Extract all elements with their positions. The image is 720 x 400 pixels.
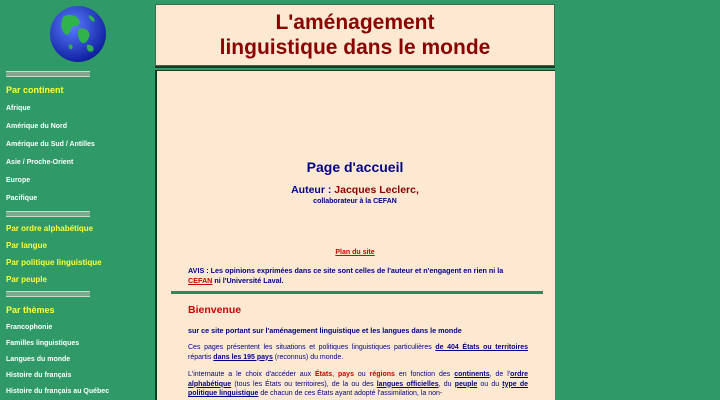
sidebar-item-langues-monde[interactable]: Langues du monde — [6, 356, 71, 363]
text: (reconnus) du monde. — [272, 353, 344, 361]
sidebar-item-langue[interactable]: Par langue — [6, 241, 47, 250]
access-paragraph — [188, 370, 528, 399]
sidebar-item-histoire-francais[interactable]: Histoire du français — [6, 372, 72, 379]
globe-icon — [49, 5, 107, 63]
section-heading-themes: Par thèmes — [6, 305, 55, 315]
section-heading-continent: Par continent — [6, 85, 64, 95]
site-header — [155, 4, 555, 66]
text: L'internaute a le choix d'accéder aux — [188, 371, 316, 378]
text: répartis — [188, 353, 214, 361]
author-line — [157, 184, 553, 196]
notice-tail: ni l'Université Laval. — [212, 276, 284, 285]
sidebar-item-amerique-nord[interactable]: Amérique du Nord — [6, 123, 68, 130]
notice-body: Les opinions exprimées dans ce site sont celles de l'auteur et n'engagent en rien ni la — [208, 266, 504, 275]
cefan-link[interactable]: CEFAN — [188, 276, 213, 285]
site-title-line2: linguistique dans le monde — [219, 36, 491, 59]
text: ou — [353, 371, 370, 378]
pays-keyword: pays — [338, 371, 354, 378]
site-plan-link[interactable]: Plan du site — [335, 249, 375, 256]
sidebar-item-europe[interactable]: Europe — [6, 177, 31, 184]
sidebar-item-pacifique[interactable]: Pacifique — [6, 195, 38, 202]
sidebar-item-afrique[interactable]: Afrique — [6, 105, 31, 112]
regions-keyword: régions — [369, 371, 395, 378]
sidebar — [0, 0, 150, 400]
page-title: Page d'accueil — [306, 159, 404, 175]
text: , du — [438, 380, 455, 388]
sidebar-item-politique[interactable]: Par politique linguistique — [6, 258, 102, 267]
text: en fonction des — [394, 371, 455, 378]
sidebar-item-alphabetique[interactable]: Par ordre alphabétique — [6, 224, 94, 233]
alphabetical-link[interactable]: ordre alphabétique — [188, 371, 528, 388]
etats-keyword: États — [315, 371, 333, 378]
people-link[interactable]: peuple — [454, 380, 478, 388]
author-label: Auteur : — [291, 184, 332, 196]
text: , de l' — [489, 371, 511, 378]
main-content — [155, 70, 555, 400]
welcome-heading: Bienvenue — [188, 304, 242, 316]
sidebar-item-francophonie[interactable]: Francophonie — [6, 324, 53, 331]
welcome-subtitle: sur ce site portant sur l'aménagement linguistique et les langues dans le monde — [188, 326, 462, 335]
sidebar-item-amerique-sud[interactable]: Amérique du Sud / Antilles — [6, 141, 95, 148]
text: Ces pages présentent les situations et politiques linguistiques particulières — [188, 344, 436, 351]
site-title-line1: L'aménagement — [275, 11, 435, 34]
intro-paragraph — [188, 343, 528, 362]
official-languages-link[interactable]: langues officielles — [376, 380, 439, 388]
countries-link[interactable]: dans les 195 pays — [213, 353, 273, 361]
author-name: Jacques Leclerc, — [334, 184, 419, 196]
text: de chacun de ces États ayant adopté l'assimilation, la non- — [258, 390, 443, 397]
policy-type-link[interactable]: type de politique linguistique — [188, 380, 529, 397]
sidebar-divider — [6, 71, 90, 77]
sidebar-item-peuple[interactable]: Par peuple — [6, 275, 47, 284]
sidebar-item-histoire-quebec[interactable]: Histoire du français au Québec — [6, 388, 110, 395]
collaborator-text: collaborateur à la CEFAN — [313, 198, 397, 205]
continents-link[interactable]: continents — [454, 371, 490, 378]
text: (tous les États ou territoires), de la ou des — [231, 380, 377, 388]
sidebar-divider — [6, 291, 90, 297]
header-shadow — [155, 66, 555, 68]
sidebar-item-asie[interactable]: Asie / Proche-Orient — [6, 159, 74, 166]
notice-label: AVIS : — [188, 266, 209, 275]
sidebar-divider — [6, 211, 90, 217]
states-territories-link[interactable]: de 404 États ou territoires — [435, 344, 528, 351]
notice-text — [188, 266, 528, 286]
text: ou du — [477, 380, 503, 388]
sidebar-item-familles[interactable]: Familles linguistiques — [6, 340, 80, 347]
content-divider — [171, 291, 543, 294]
text: , — [332, 371, 339, 378]
